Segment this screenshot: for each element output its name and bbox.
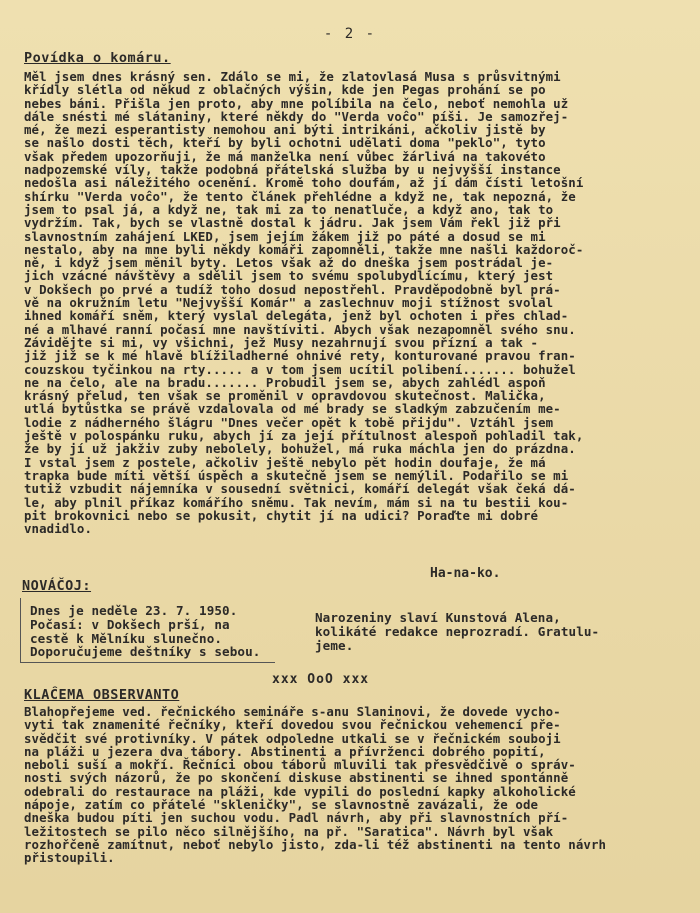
story-line: dále snésti mé slátaniny, které někdy do "Verda voĉo" píši. Je samozřej-	[24, 108, 569, 124]
story-line: jsem to psal já, a když ne, tak mi za to nenatluče, a když ano, tak to	[24, 201, 554, 217]
news-left-line: Počasí: v Dokšech prší, na	[30, 616, 230, 632]
news-right-line: jeme.	[315, 637, 354, 653]
story-line: již již se k mé hlavě blížiladherné ohnivé rety, konturované pravou fran-	[24, 348, 576, 364]
column-line: nosti svých názorů, že po skončení diskuse abstinenti se ihned spontánně	[24, 770, 569, 786]
story-line: ně, i když jsem měnil byty. Letos však až do dneška jsem postrádal je-	[24, 255, 554, 271]
story-line: jich vzácné návštěvy a sdělil jsem to svému spolubydlícímu, který jest	[24, 268, 554, 284]
story-line: vnadidlo.	[24, 521, 93, 537]
page-number: - 2 -	[323, 26, 377, 42]
story-line: slavnostním zahájení LKED, jsem jejím žákem již po páté a dosud se mi	[24, 228, 546, 244]
story-line: ihned komáří sněm, který vyslal delegáta, jenž byl ochoten i přes chlad-	[24, 308, 569, 324]
story-line: v Dokšech po prvé a tudíž toho dosud nepostřehl. Pravděpodobně byl prá-	[24, 281, 561, 297]
news-right-text	[315, 611, 599, 652]
column-line: ležitostech se pilo něco silnějšího, na př. "Saratica". Návrh byl však	[24, 823, 554, 839]
story-line: vydržím. Tak, bych se vlastně dostal k jádru. Jak jsem Vám řekl již při	[24, 215, 561, 231]
column-line: nápoje, zatím co přátelé "skleničky", se slavnostně zavázali, že ode	[24, 797, 539, 813]
story-line: že by jí už jakživ zuby nebolely, bohužel, má ruka máchla jen do prázdna.	[24, 441, 576, 457]
story-line: ne na čelo, ale na bradu....... Probudil jsem se, abych zahlédl aspoň	[24, 374, 546, 390]
story-line: tutiž vzbudit nájemníka v sousední světnici, komáří delegát však čeká dá-	[24, 481, 576, 497]
news-left-line: cestě k Mělníku slunečno.	[30, 630, 223, 646]
story-author: Ha-na-ko.	[430, 566, 501, 581]
column-line: neboli suší a mokří. Řečníci obou táborů mluvili tak přesvědčivě o správ-	[24, 757, 576, 773]
story-line: nebes báni. Přišla jen proto, aby mne políbila na čelo, neboť nemohla už	[24, 95, 569, 111]
column-line: přistoupili.	[24, 850, 115, 866]
story-heading: Povídka o komáru.	[24, 50, 171, 66]
story-line: nadpozemské víly, takže podobná přátelská služba by u nejvyšší instance	[24, 162, 561, 178]
story-line: vě na okružním letu "Nejvyšší Komár" a zaslechnuv moji stížnost svolal	[24, 295, 554, 311]
story-line: mé, že mezi esperantisty nemohou ani býti intrikáni, ačkoliv jistě by	[24, 122, 546, 138]
story-line: nestalo, aby na mne byli někdy komáři zapomněli, takže mne našli každoroč-	[24, 241, 584, 257]
story-line: couzskou tyčinkou na rty..... a v tom jsem ucítil polibení....... bohužel	[24, 361, 576, 377]
news-left-text	[30, 604, 274, 659]
story-line: lodie z nádherného šlágru "Dnes večer opět k tobě přijdu". Vztáhl jsem	[24, 414, 554, 430]
story-line: Měl jsem dnes krásný sen. Zdálo se mi, že zlatovlasá Musa s průsvitnými	[24, 69, 561, 84]
news-left-line: Doporučujeme deštníky s sebou.	[30, 644, 261, 660]
column-heading: KLAĈEMA OBSERVANTO	[24, 687, 180, 703]
column-line: svědčit své protivníky. V pátek odpoledne utkali se v řečnickém souboji	[24, 730, 561, 746]
story-line: se našlo dosti těch, kteří by byli ochotni udělati doma "peklo", tyto	[24, 135, 546, 151]
column-text	[24, 705, 606, 865]
column-line: Blahopřejeme ved. řečnického semináře s-anu Slaninovi, že dovede vycho-	[24, 704, 561, 719]
news-right-line: kolikáté redakce neprozradí. Gratulu-	[315, 623, 600, 639]
story-line: utlá bytůstka se právě vzdalovala od mé brady se sladkým zabzučením me-	[24, 401, 561, 417]
story-line: Závidějte si mi, vy všichni, jež Musy nezahrnují svou přízní a tak -	[24, 334, 539, 350]
story-line: né a mlhavé ranní počasí mne navštíviti. Abych však nezapomněl svého snu.	[24, 321, 576, 337]
story-line: krásný přelud, ten však se proměnil v opravdovou skutečnost. Malička,	[24, 388, 546, 404]
story-line: le, aby plnil příkaz komářího sněmu. Tak nevím, mám si na tu bestii kou-	[24, 494, 569, 510]
news-left-line: Dnes je neděle 23. 7. 1950.	[30, 603, 238, 618]
story-line: I vstal jsem z postele, ačkoliv ještě nebylo pět hodin doufaje, že má	[24, 454, 546, 470]
column-line: na pláži u jezera dva tábory. Abstinenti a přívrženci dobrého popití,	[24, 743, 546, 759]
story-line: nedošla asi náležitého ocenění. Kromě toho doufám, až jí dám čísti letošní	[24, 175, 584, 191]
story-line: shírku "Verda voĉo", že tento článek přehlédne a když ne, tak nepozná, že	[24, 188, 576, 204]
section-divider: xxx OoO xxx	[272, 672, 370, 687]
news-heading: NOVÁČOJ:	[22, 578, 92, 594]
story-text	[24, 70, 583, 535]
column-line: vyti tak znamenité řečníky, kteří dovedou svou řečnickou vehemencí pře-	[24, 717, 561, 733]
column-line: odebrali do restaurace na pláži, kde vypili do poslední kapky alkoholické	[24, 783, 576, 799]
column-line: rozhořčeně zamítnut, neboť nebylo jisto, zda-li též abstinenti na tento návrh	[24, 836, 607, 852]
column-line: dneška budou píti jen suchou vodu. Padl návrh, aby při slavnostních pří-	[24, 810, 569, 826]
story-line: ještě v polospánku ruku, abych jí za její přítulnost alespoň pohladil tak,	[24, 428, 584, 444]
story-line: však předem upozorňuji, že má manželka není vůbec žárlivá na takovéto	[24, 148, 546, 164]
news-right-line: Narozeniny slaví Kunstová Alena,	[315, 610, 561, 625]
story-line: trapka bude míti větší úspěch a skutečně jsem se nemýlil. Podařilo se mi	[24, 467, 569, 483]
story-line: křídly slétla od někud z oblačných výšin, kde jen Pegas prohání se po	[24, 82, 546, 98]
story-line: pit brokovnici nebo se pokusit, chytit jí na udici? Poraďte mi dobré	[24, 507, 539, 523]
